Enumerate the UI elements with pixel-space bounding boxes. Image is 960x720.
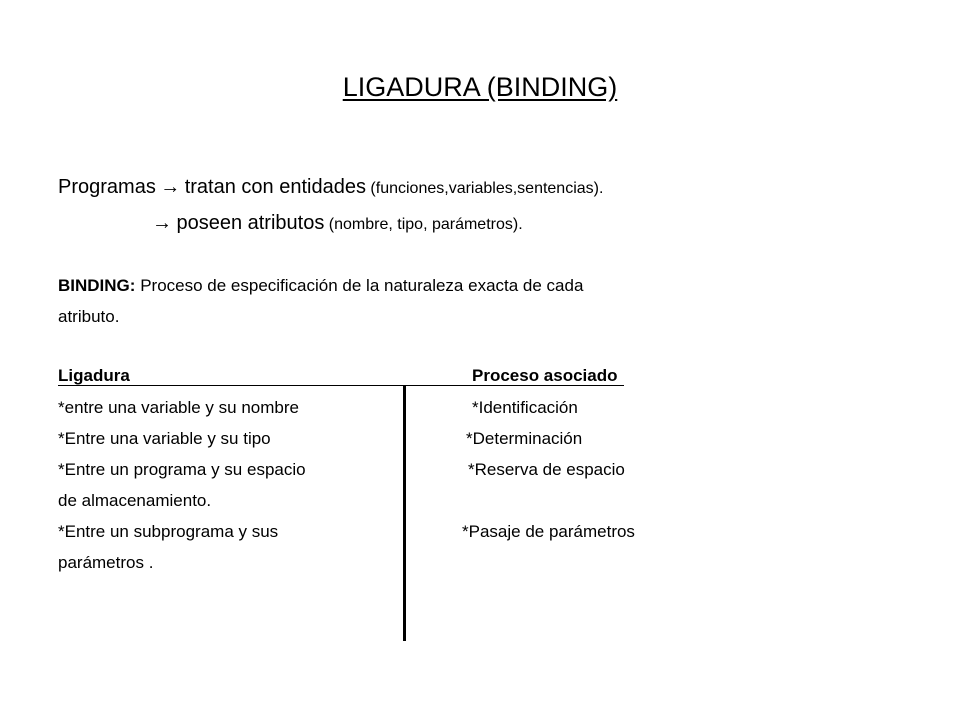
binding-label: BINDING: (58, 276, 136, 295)
table-row-left: de almacenamiento. (58, 491, 212, 510)
header-underline (58, 385, 624, 386)
arrow-right-icon: → (160, 176, 181, 198)
arrow-right-icon: → (152, 212, 172, 234)
binding-definition (58, 276, 583, 296)
table-row-left: *Entre un programa y su espacio (58, 460, 306, 479)
programas-line (58, 176, 603, 199)
table-row-left: *entre una variable y su nombre (58, 398, 299, 417)
table-row-left: *Entre una variable y su tipo (58, 429, 271, 448)
binding-text: Proceso de especificación de la naturaleza exacta de cada (140, 276, 584, 295)
header-proceso-asociado: Proceso asociado (472, 366, 618, 385)
table-row-right: *Reserva de espacio (468, 460, 625, 479)
table-divider (403, 385, 406, 641)
header-ligadura: Ligadura (58, 366, 130, 385)
table-row-right: *Determinación (466, 429, 583, 448)
atributos-text: poseen atributos (176, 212, 325, 234)
table-row-right: *Identificación (472, 398, 578, 417)
table-row-left: *Entre un subprograma y sus (58, 522, 279, 541)
entidades-detail: (funciones,variables,sentencias). (370, 180, 604, 197)
page-title: LIGADURA (BINDING) (342, 72, 618, 102)
table-row-left: parámetros . (58, 553, 154, 572)
programas-label: Programas (58, 176, 156, 198)
atributos-line (152, 212, 523, 235)
table-row-right: *Pasaje de parámetros (462, 522, 635, 541)
binding-text-continued: atributo. (58, 307, 120, 326)
entidades-text: tratan con entidades (184, 176, 366, 198)
atributos-detail: (nombre, tipo, parámetros). (328, 216, 523, 233)
